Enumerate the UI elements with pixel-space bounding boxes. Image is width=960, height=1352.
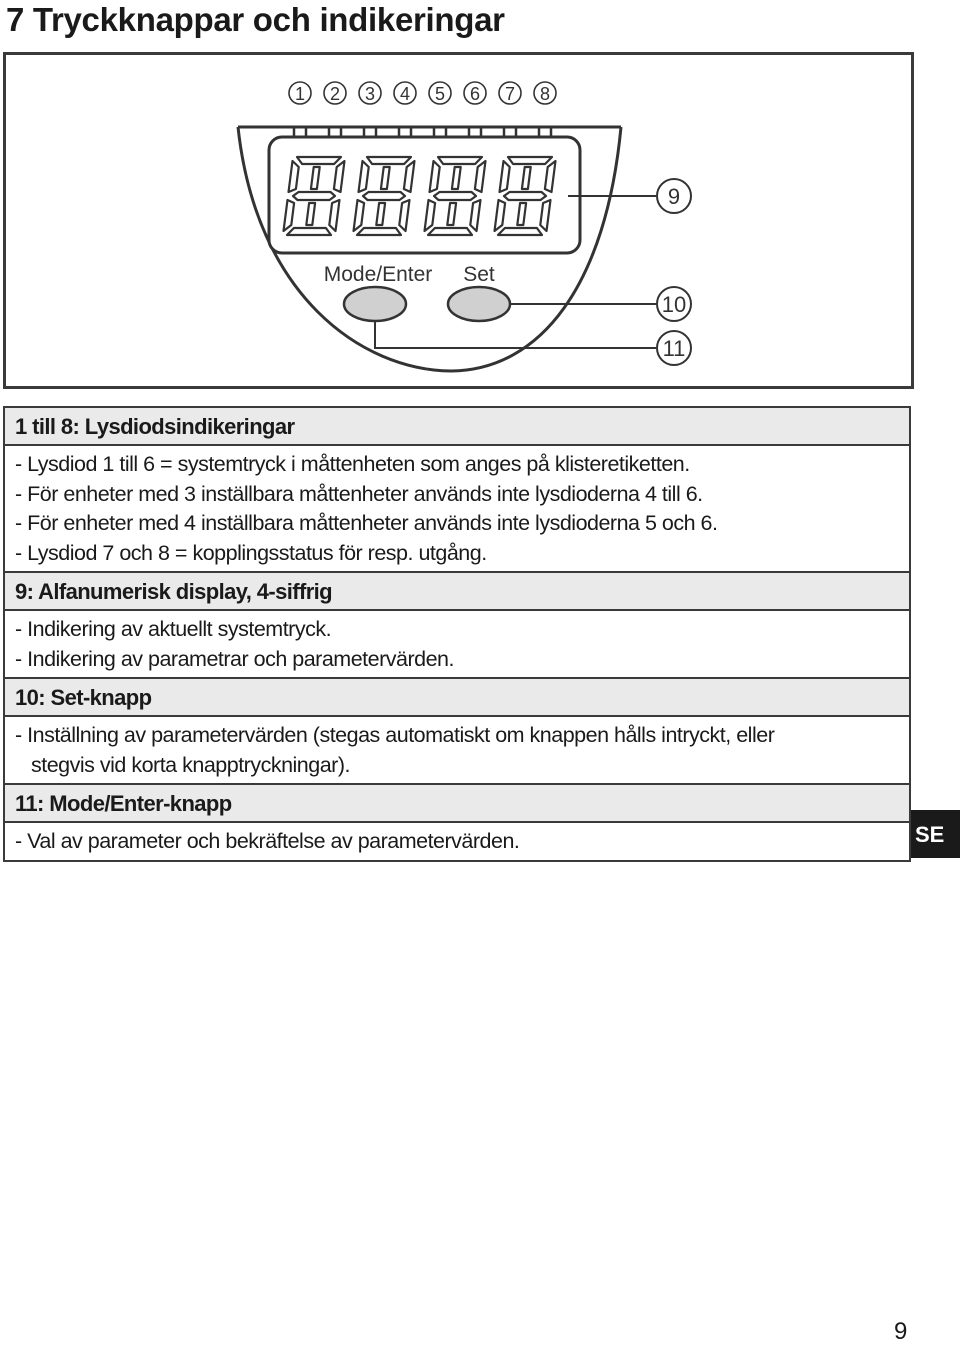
display-segment <box>452 167 461 189</box>
body-line: - Indikering av aktuellt systemtryck. <box>15 617 332 641</box>
language-tab: SE <box>911 810 960 858</box>
section-header: 1 till 8: Lysdiodsindikeringar <box>5 408 909 446</box>
display-segment <box>363 192 405 200</box>
body-line: - För enheter med 4 inställbara måttenheter används inte lysdioderna 5 och 6. <box>15 511 718 535</box>
led-number: 2 <box>329 84 341 104</box>
device-diagram <box>3 52 914 389</box>
display-segment <box>357 228 401 235</box>
display-segment <box>434 192 476 200</box>
display-segment <box>381 167 390 189</box>
page-number: 9 <box>894 1318 908 1345</box>
callout-number: 11 <box>662 336 686 361</box>
section-header: 9: Alfanumerisk display, 4-siffrig <box>5 573 909 611</box>
led-number: 6 <box>469 84 481 104</box>
body-line: - Inställning av parametervärden (stegas automatiskt om knappen hålls intryckt, eller <box>15 723 775 747</box>
set-button <box>448 287 510 321</box>
callout-leader-11 <box>375 321 656 348</box>
section-header: 11: Mode/Enter-knapp <box>5 785 909 823</box>
section-header: 10: Set-knapp <box>5 679 909 717</box>
section-body <box>5 717 909 785</box>
description-table <box>3 406 911 862</box>
display-segment <box>508 157 552 164</box>
display-segment <box>287 228 331 235</box>
led-number: 1 <box>294 84 306 104</box>
led-number: 7 <box>504 84 516 104</box>
display-segment <box>376 203 385 225</box>
body-line: - Val av parameter och bekräftelse av parametervärden. <box>15 829 520 853</box>
callout-number: 9 <box>667 184 681 209</box>
display-segment <box>517 203 526 225</box>
display-segment <box>367 157 411 164</box>
display-segment <box>447 203 456 225</box>
mode-enter-button <box>344 287 406 321</box>
body-line: - Lysdiod 1 till 6 = systemtryck i måttenheten som anges på klisteretiketten. <box>15 452 690 476</box>
display-segment <box>428 228 472 235</box>
section-body <box>5 446 909 573</box>
display-segment <box>504 192 546 200</box>
display-segment <box>522 167 531 189</box>
led-number: 5 <box>434 84 446 104</box>
body-line: - Indikering av parametrar och parametervärden. <box>15 646 454 671</box>
display-segment <box>297 157 341 164</box>
page-title: 7 Tryckknappar och indikeringar <box>6 1 505 38</box>
body-line: - Lysdiod 7 och 8 = kopplingsstatus för resp. utgång. <box>15 540 487 565</box>
led-number: 3 <box>364 84 376 104</box>
device-diagram-svg <box>6 55 911 386</box>
body-line: stegvis vid korta knapptryckningar). <box>31 752 350 777</box>
section-body <box>5 823 909 860</box>
display-segment <box>306 203 315 225</box>
body-line: - För enheter med 3 inställbara måttenheter används inte lysdioderna 4 till 6. <box>15 481 703 506</box>
mode-enter-label: Mode/Enter <box>323 263 433 286</box>
display-segment <box>438 157 482 164</box>
led-number: 8 <box>539 84 551 104</box>
section-body <box>5 611 909 679</box>
led-number: 4 <box>399 84 411 104</box>
display-segment <box>311 167 320 189</box>
display-segment <box>293 192 335 200</box>
callout-number: 10 <box>661 292 687 317</box>
display-segment <box>498 228 542 235</box>
set-label: Set <box>463 263 495 286</box>
